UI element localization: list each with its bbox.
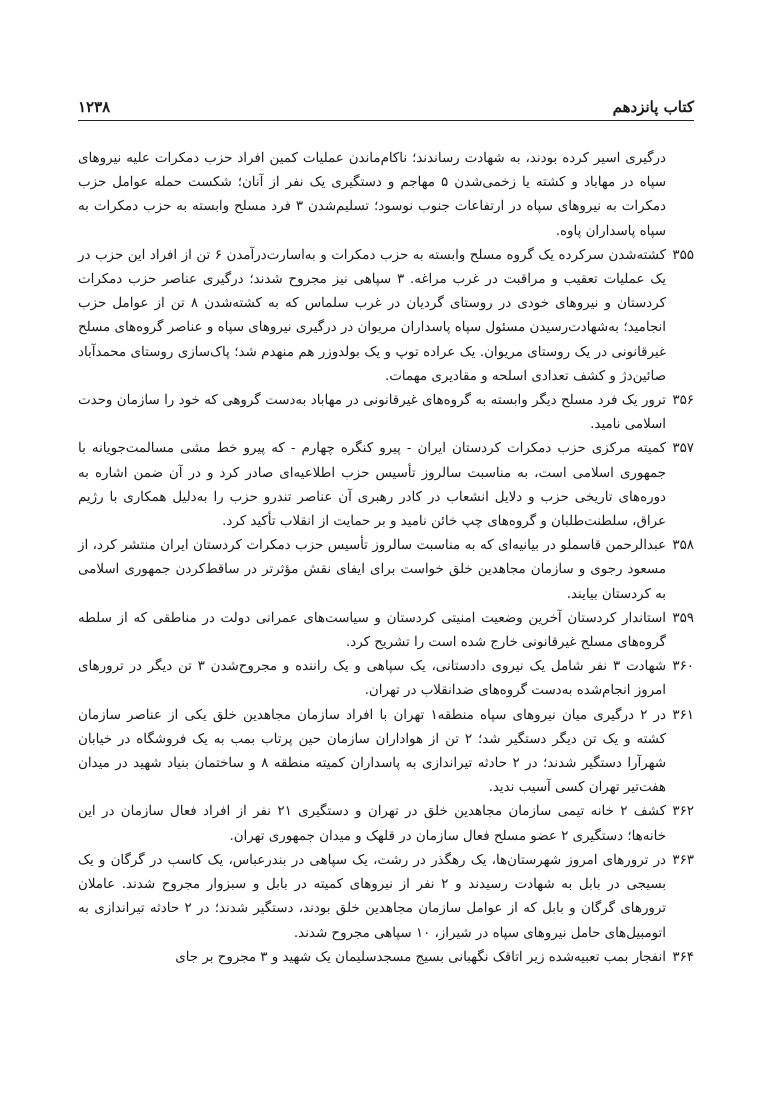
entry-text: انفجار بمب تعبیه‌شده زیر اتاقک نگهبانی بسیج مسجدسلیمان یک شهید و ۳ مجروح بر جای	[175, 949, 666, 965]
continuation-text: درگیری اسیر کرده بودند، به شهادت رساندند؛ ناکام‌ماندن عملیات کمین افراد حزب دمکرات علیه نیروهای سپاه در مهاباد و کشته یا زخمی‌شدن ۵ مهاجم و دستگیری یک نفر از آنان؛ شکست حمله عوامل حزب دمکرات به نیروهای سپاه در ارتفاعات جنوب نوسود؛ تسلیم‌شدن ۳ فرد مسلح وابسته به حزب دمکرات به سپاه پاسداران پاوه.	[78, 151, 666, 239]
entry-number: ۳۵۷	[672, 441, 694, 457]
entry-text: کشته‌شدن سرکرده یک گروه مسلح وابسته به حزب دمکرات و به‌اسارت‌درآمدن ۶ تن از افراد این حزب در یک عملیات تعقیب و مراقبت در غرب مراغه. ۳ سپاهی نیز مجروح شدند؛ درگیری عناصر حزب دمکرات کردستان و نیروهای خودی در روستای گردیان در غرب سلماس که به کشته‌شدن ۸ تن از عوامل حزب انجامید؛ به‌شهادت‌رسیدن مسئول سپاه پاسداران مریوان در درگیری نیروهای سپاه و عناصر گروه‌های مسلح غیرقانونی در یک روستای مریوان. یک عراده توپ و یک بولدوزر هم منهدم شد؛ پاک‌سازی روستای محمدآباد صائین‌دژ و کشف تعدادی اسلحه و مقادیری مهمات.	[78, 247, 667, 384]
entry-360	[78, 655, 694, 703]
entry-364	[78, 946, 694, 970]
entry-number: ۳۵۶	[672, 393, 694, 409]
entry-363	[78, 849, 694, 946]
entry-number: ۳۶۳	[672, 852, 694, 868]
entry-number: ۳۵۹	[672, 610, 694, 626]
entry-text: ترور یک فرد مسلح دیگر وابسته به گروه‌های غیرقانونی در مهاباد به‌دست گروهی که خود را سازمان وحدت اسلامی نامید.	[78, 393, 666, 433]
entry-356	[78, 389, 694, 437]
entry-text: در ترورهای امروز شهرستان‌ها، یک رهگذر در رشت، یک سپاهی در بندرعباس، یک کاسب در گرگان و یک بسیجی در بابل به شهادت رسیدند و ۲ نفر از نیروهای کمیته در بابل و سبزوار مجروح شدند. عاملان ترورهای گرگان و بابل که از عوامل سازمان مجاهدین خلق بودند، دستگیر شدند؛ در ۲ حادثه تیراندازی به اتومبیل‌های حامل نیروهای سپاه در شیراز، ۱۰ سپاهی مجروح شدند.	[78, 852, 666, 941]
entry-362	[78, 800, 694, 848]
entry-number: ۳۶۰	[672, 659, 694, 675]
entry-text: استاندار کردستان آخرین وضعیت امنیتی کردستان و سیاست‌های عمرانی دولت در مناطقی که از سلطه گروه‌های مسلح غیرقانونی خارج شده است را تشریح کرد.	[78, 610, 666, 651]
book-title: کتاب پانزدهم	[612, 98, 694, 116]
header-rule	[78, 120, 694, 121]
entry-number: ۳۶۲	[672, 804, 694, 820]
continuation-paragraph	[78, 147, 694, 244]
running-header	[78, 90, 694, 116]
entry-text: کشف ۲ خانه تیمی سازمان مجاهدین خلق در تهران و دستگیری ۲۱ نفر از افراد فعال سازمان در این خانه‌ها؛ دستگیری ۲ عضو مسلح فعال سازمان در قلهک و میدان جمهوری تهران.	[78, 804, 666, 844]
entry-number: ۳۶۴	[672, 949, 694, 965]
page-content	[78, 147, 694, 970]
entry-number: ۳۵۵	[672, 247, 694, 263]
entry-357	[78, 437, 694, 534]
entry-text: شهادت ۳ نفر شامل یک نیروی دادستانی، یک سپاهی و یک راننده و مجروح‌شدن ۳ تن دیگر در ترورهای امروز انجام‌شده به‌دست گروه‌های ضدانقلاب در تهران.	[78, 659, 666, 699]
entry-text: کمیته مرکزی حزب دمکرات کردستان ایران - پیرو کنگره چهارم - که پیرو خط مشی مسالمت‌جویانه با جمهوری اسلامی است، به مناسبت سالروز تأسیس حزب اطلاعیه‌ای صادر کرد و در آن ضمن اشاره به دوره‌های تاریخی حزب و دلایل انشعاب در کادر رهبری آن عناصر تندرو حزب را به‌دلیل همکاری با رژیم عراق، سلطنت‌طلبان و گروه‌های چپ خائن نامید و بر حمایت از انقلاب تأکید کرد.	[78, 441, 666, 530]
entry-359	[78, 607, 694, 655]
entry-number: ۳۶۱	[672, 707, 694, 723]
entry-355	[78, 244, 694, 389]
entry-361	[78, 704, 694, 801]
page-number: ۱۲۳۸	[78, 98, 111, 116]
entry-358	[78, 534, 694, 607]
entry-text: در ۲ درگیری میان نیروهای سپاه منطقه۱ تهران با افراد سازمان مجاهدین خلق یکی از عناصر سازمان کشته و یک تن دیگر دستگیر شد؛ ۲ تن از هواداران سازمان حین پرتاب بمب به یک فروشگاه در خیابان شهرآرا دستگیر شدند؛ در ۲ حادثه تیراندازی به پاسداران کمیته منطقه ۸ و ساختمان بنیاد شهید در میدان هفت‌تیر تهران کسی آسیب ندید.	[78, 707, 667, 796]
entry-number: ۳۵۸	[672, 538, 694, 554]
entry-text: عبدالرحمن قاسملو در بیانیه‌ای که به مناسبت سالروز تأسیس حزب دمکرات کردستان ایران منتشر کرد، از مسعود رجوی و سازمان مجاهدین خلق خواست برای ایفای نقش مؤثرتر در ساقط‌کردن جمهوری اسلامی به کردستان بیایند.	[78, 538, 666, 602]
